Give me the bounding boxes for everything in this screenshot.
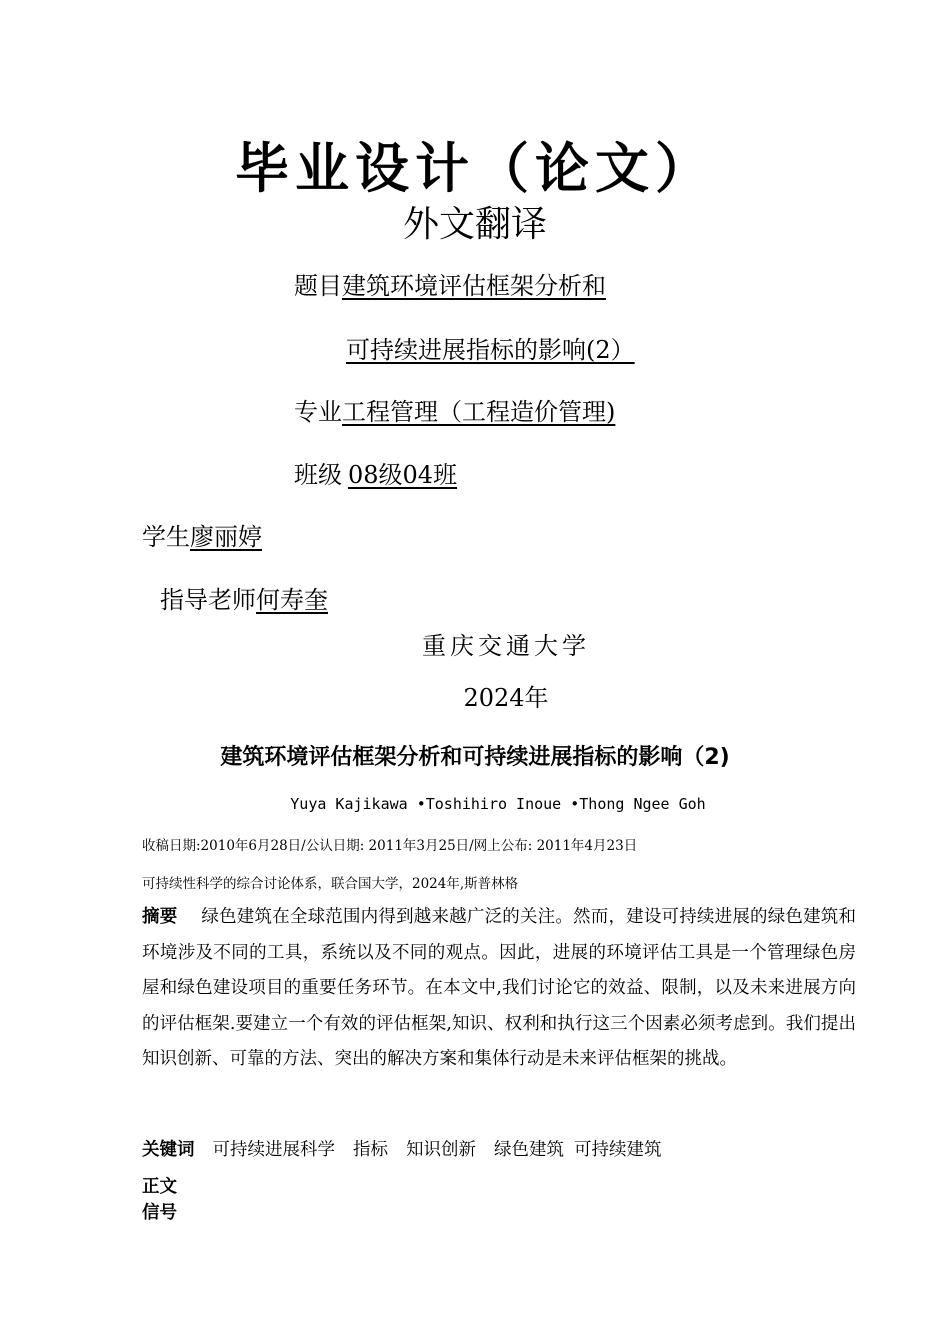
keyword-item: 可持续进展科学 xyxy=(212,1140,335,1160)
subtitle: 外文翻译 xyxy=(402,204,547,245)
keyword-item: 绿色建筑 xyxy=(494,1140,564,1160)
student-value: 廖丽婷 xyxy=(190,523,262,551)
topic-value-2: 可持续进展指标的影响(2） xyxy=(346,336,635,364)
keyword-item: 可持续建筑 xyxy=(574,1140,662,1160)
topic-line-2 xyxy=(346,330,635,365)
body-label: 正文 xyxy=(142,1177,177,1197)
signal-label: 信号 xyxy=(142,1203,177,1223)
keywords-label: 关键词 xyxy=(142,1140,195,1160)
paper-title: 建筑环境评估框架分析和可持续进展指标的影响（2) xyxy=(220,745,730,770)
main-title: 毕业设计（论文） xyxy=(235,137,715,200)
class-field xyxy=(294,455,457,490)
keyword-item: 知识创新 xyxy=(406,1140,476,1160)
keywords-line xyxy=(142,1136,662,1161)
topic-label: 题目 xyxy=(294,272,342,300)
student-label: 学生 xyxy=(142,523,190,551)
paper-source: 可持续性科学的综合讨论体系，联合国大学，2024年,斯普林格 xyxy=(142,876,519,892)
school-name: 重庆交通大学 xyxy=(422,632,590,660)
abstract-label: 摘要 xyxy=(142,907,178,927)
class-value: 08级04班 xyxy=(348,461,458,489)
abstract xyxy=(142,900,856,1078)
topic-line-1 xyxy=(294,266,606,301)
major-field xyxy=(294,392,615,427)
major-value: 工程管理（工程造价管理) xyxy=(342,398,616,426)
abstract-text: 绿色建筑在全球范围内得到越来越广泛的关注。然而，建设可持续进展的绿色建筑和环境涉及不同的工具，系统以及不同的观点。因此，进展的环境评估工具是一个管理绿色房屋和绿色建设项目的重要任务环节。在本文中,我们讨论它的效益、限制，以及未来进展方向的评估框架.要建立一个有效的评估框架,知识、权利和执行这三个因素必须考虑到。我们提出知识创新、可靠的方法、突出的解决方案和集体行动是未来评估框架的挑战。 xyxy=(142,907,857,1069)
cover-year: 2024年 xyxy=(463,684,549,712)
class-label: 班级 xyxy=(294,461,342,489)
topic-value-1: 建筑环境评估框架分析和 xyxy=(342,272,606,300)
advisor-value: 何寿奎 xyxy=(256,586,328,614)
student-field xyxy=(142,517,262,552)
advisor-field xyxy=(160,580,328,615)
paper-authors: Yuya Kajikawa •Toshihiro Inoue •Thong Ngee Goh xyxy=(290,795,706,813)
keyword-item: 指标 xyxy=(353,1140,388,1160)
paper-dates: 收稿日期:2010年6月28日/公认日期: 2011年3月25日/网上公布: 2011年4月23日 xyxy=(142,838,638,854)
major-label: 专业 xyxy=(294,398,342,426)
advisor-label: 指导老师 xyxy=(160,586,256,614)
